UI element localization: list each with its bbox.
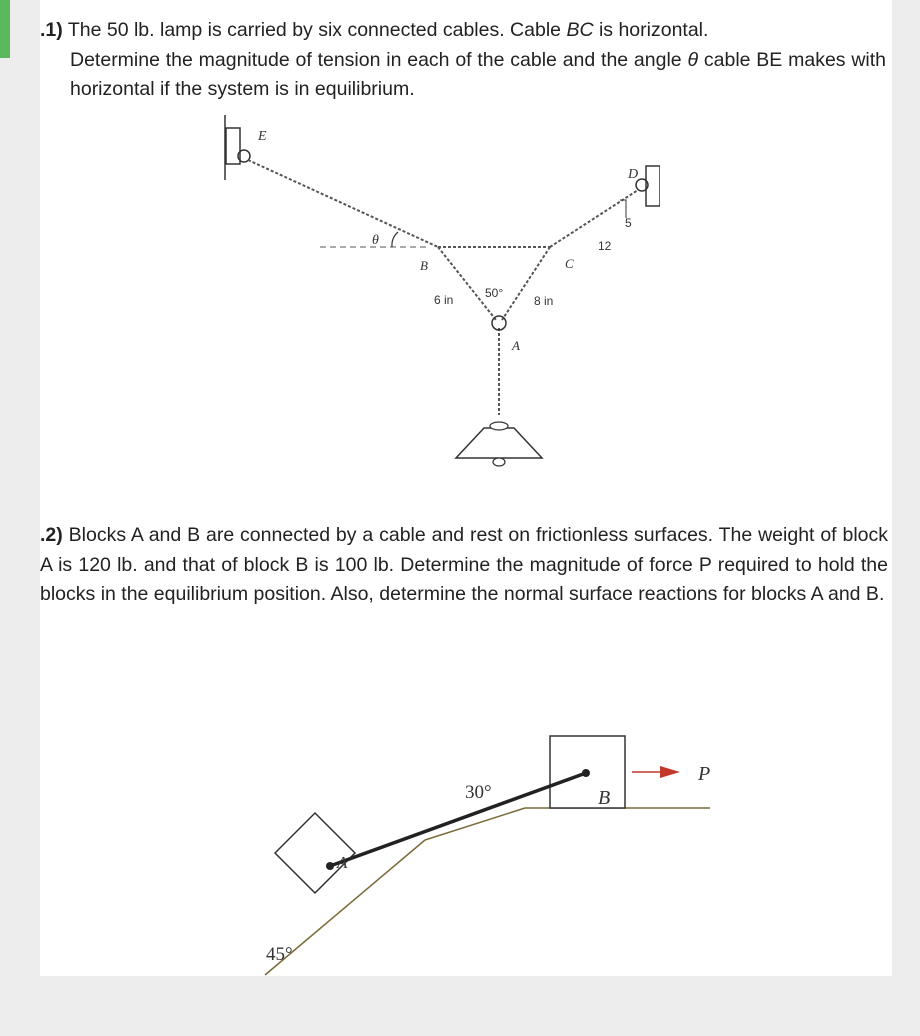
connecting-cable [330,773,586,866]
cable-end-a [326,862,334,870]
accent-bar [0,0,10,58]
problem-1-text-a: The 50 lb. lamp is carried by six connected cables. Cable [67,19,562,41]
left-wall-bracket [225,115,250,180]
label-p: P [698,763,711,785]
problem-1 [40,16,886,105]
right-wall-bracket [636,150,660,230]
slope-rise: 5 [625,216,632,230]
label-d: D [628,167,639,182]
problem-1-theta: θ [687,48,699,71]
force-p-arrow [632,766,680,778]
lamp [456,422,542,466]
angle-45: 45° [266,944,293,965]
label-a: A [512,338,520,353]
dim-right: 8 in [534,294,554,308]
document-page [40,0,892,976]
problem-1-text-d: cable BE makes with horizontal if the system is in equilibrium. [70,48,887,100]
label-block-b: B [598,787,611,809]
theta-arc [392,232,398,247]
problem-1-number: .1) [40,19,63,41]
slope-run: 12 [598,239,612,253]
label-b: B [420,258,428,273]
label-e: E [258,129,267,144]
cable-end-b [582,769,590,777]
label-c: C [565,256,574,271]
cables [248,160,638,415]
ring-a [492,316,506,330]
problem-1-text-rest [40,46,886,105]
angle-30: 30° [465,782,492,803]
problem-2-text: Blocks A and B are connected by a cable and rest on frictionless surfaces. The weight of block A is 120 lb. and that of block B is 100 lb. Determine the magnitude of force P required to hold the blocks in the equilibrium position. Also, determine the normal surface reactions for blocks A and B. [40,524,888,605]
problem-1-text-b: is horizontal. [598,19,709,41]
problem-1-text-c: Determine the magnitude of tension in each of the cable and the angle [70,48,682,71]
blocks-figure [220,728,720,978]
lamp-cable-figure [220,110,660,480]
problem-1-bc: BC [566,19,594,41]
angle-a: 50° [485,286,504,300]
label-block-a: A [337,853,348,872]
dim-left: 6 in [434,293,454,307]
label-theta: θ [372,233,379,248]
problem-2-number: .2) [40,524,63,546]
problem-2 [40,521,888,610]
